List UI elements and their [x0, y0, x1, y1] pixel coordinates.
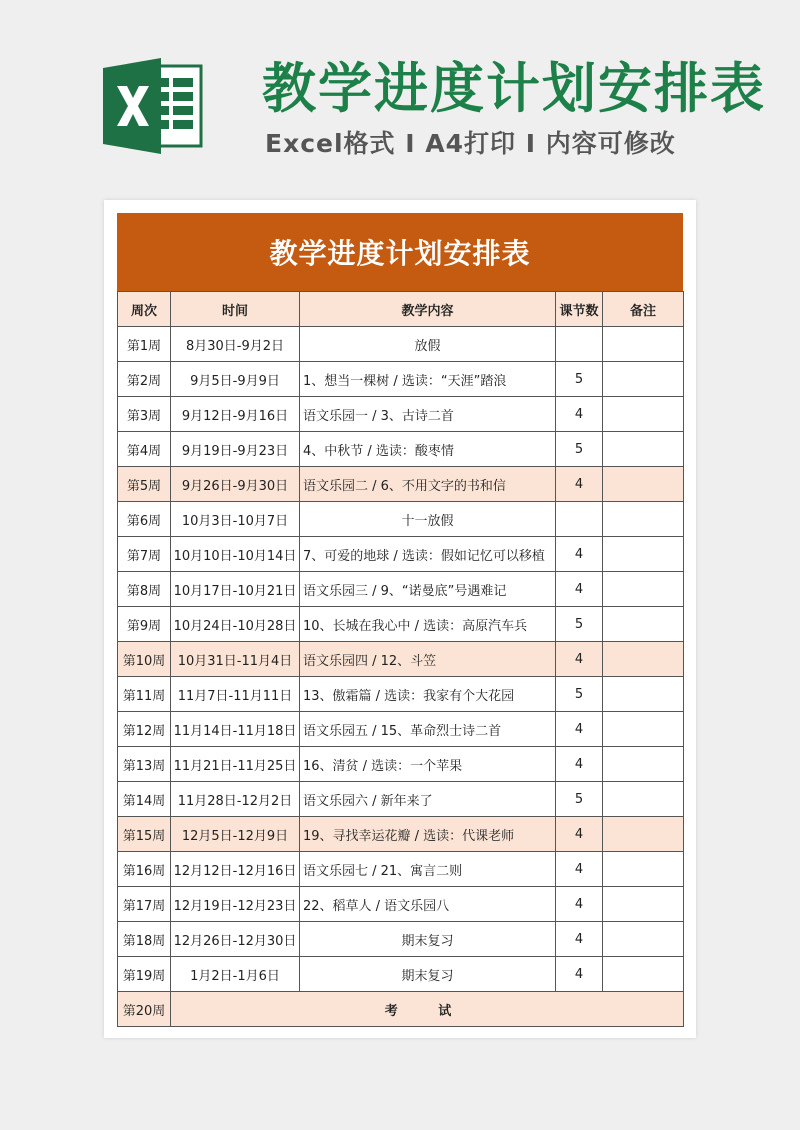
sheet-title: 教学进度计划安排表 — [117, 213, 683, 291]
column-header-content: 教学内容 — [300, 292, 556, 327]
content-cell: 22、稻草人 / 语文乐园八 — [300, 887, 556, 922]
table-row — [118, 887, 684, 922]
week-cell: 第8周 — [118, 572, 171, 607]
week-cell: 第19周 — [118, 957, 171, 992]
lessons-cell: 4 — [556, 642, 603, 677]
table-row — [118, 327, 684, 362]
content-cell: 语文乐园二 / 6、不用文字的书和信 — [300, 467, 556, 502]
week-cell: 第10周 — [118, 642, 171, 677]
week-cell: 第11周 — [118, 677, 171, 712]
lessons-cell: 4 — [556, 467, 603, 502]
note-cell — [603, 362, 684, 397]
note-cell — [603, 432, 684, 467]
note-cell — [603, 677, 684, 712]
week-cell: 第20周 — [118, 992, 171, 1027]
content-cell: 语文乐园六 / 新年来了 — [300, 782, 556, 817]
content-cell: 19、寻找幸运花瓣 / 选读：代课老师 — [300, 817, 556, 852]
note-cell — [603, 887, 684, 922]
week-cell: 第4周 — [118, 432, 171, 467]
week-cell: 第3周 — [118, 397, 171, 432]
content-cell: 10、长城在我心中 / 选读：高原汽车兵 — [300, 607, 556, 642]
note-cell — [603, 712, 684, 747]
note-cell — [603, 817, 684, 852]
content-cell: 语文乐园四 / 12、斗笠 — [300, 642, 556, 677]
content-cell: 十一放假 — [300, 502, 556, 537]
lessons-cell — [556, 327, 603, 362]
table-row — [118, 537, 684, 572]
content-cell: 13、傲霜篇 / 选读：我家有个大花园 — [300, 677, 556, 712]
content-cell: 语文乐园一 / 3、古诗二首 — [300, 397, 556, 432]
time-cell: 10月3日-10月7日 — [171, 502, 300, 537]
exam-row — [118, 992, 684, 1027]
lessons-cell: 4 — [556, 712, 603, 747]
note-cell — [603, 467, 684, 502]
lessons-cell: 5 — [556, 362, 603, 397]
content-cell: 期末复习 — [300, 957, 556, 992]
table-row — [118, 502, 684, 537]
table-row — [118, 817, 684, 852]
time-cell: 12月26日-12月30日 — [171, 922, 300, 957]
lessons-cell: 4 — [556, 957, 603, 992]
table-row — [118, 852, 684, 887]
table-row — [118, 362, 684, 397]
note-cell — [603, 327, 684, 362]
time-cell: 1月2日-1月6日 — [171, 957, 300, 992]
table-header-row — [118, 292, 684, 327]
table-row — [118, 572, 684, 607]
lessons-cell: 4 — [556, 817, 603, 852]
lessons-cell — [556, 502, 603, 537]
lessons-cell: 4 — [556, 887, 603, 922]
lessons-cell: 4 — [556, 852, 603, 887]
week-cell: 第1周 — [118, 327, 171, 362]
content-cell: 语文乐园三 / 9、“诺曼底”号遇难记 — [300, 572, 556, 607]
time-cell: 11月7日-11月11日 — [171, 677, 300, 712]
note-cell — [603, 957, 684, 992]
note-cell — [603, 502, 684, 537]
week-cell: 第18周 — [118, 922, 171, 957]
table-row — [118, 922, 684, 957]
time-cell: 10月24日-10月28日 — [171, 607, 300, 642]
lessons-cell: 5 — [556, 782, 603, 817]
time-cell: 10月10日-10月14日 — [171, 537, 300, 572]
table-row — [118, 747, 684, 782]
time-cell: 11月28日-12月2日 — [171, 782, 300, 817]
table-body — [118, 327, 684, 1027]
note-cell — [603, 397, 684, 432]
lessons-cell: 4 — [556, 922, 603, 957]
lessons-cell: 5 — [556, 432, 603, 467]
exam-cell: 考 试 — [171, 992, 684, 1027]
content-cell: 1、想当一棵树 / 选读：“天涯”踏浪 — [300, 362, 556, 397]
table-row — [118, 397, 684, 432]
time-cell: 12月5日-12月9日 — [171, 817, 300, 852]
time-cell: 9月26日-9月30日 — [171, 467, 300, 502]
table-row — [118, 712, 684, 747]
week-cell: 第14周 — [118, 782, 171, 817]
week-cell: 第2周 — [118, 362, 171, 397]
note-cell — [603, 782, 684, 817]
time-cell: 8月30日-9月2日 — [171, 327, 300, 362]
table-row — [118, 607, 684, 642]
note-cell — [603, 747, 684, 782]
lessons-cell: 5 — [556, 607, 603, 642]
table-row — [118, 432, 684, 467]
week-cell: 第15周 — [118, 817, 171, 852]
week-cell: 第13周 — [118, 747, 171, 782]
note-cell — [603, 852, 684, 887]
time-cell: 9月12日-9月16日 — [171, 397, 300, 432]
table-row — [118, 642, 684, 677]
note-cell — [603, 607, 684, 642]
time-cell: 12月19日-12月23日 — [171, 887, 300, 922]
note-cell — [603, 922, 684, 957]
column-header-time: 时间 — [171, 292, 300, 327]
table-row — [118, 677, 684, 712]
week-cell: 第5周 — [118, 467, 171, 502]
page-title: 教学进度计划安排表 — [262, 57, 766, 120]
week-cell: 第7周 — [118, 537, 171, 572]
time-cell: 10月17日-10月21日 — [171, 572, 300, 607]
table-row — [118, 782, 684, 817]
content-cell: 7、可爱的地球 / 选读：假如记忆可以移植 — [300, 537, 556, 572]
note-cell — [603, 537, 684, 572]
week-cell: 第9周 — [118, 607, 171, 642]
time-cell: 9月19日-9月23日 — [171, 432, 300, 467]
column-header-week: 周次 — [118, 292, 171, 327]
time-cell: 11月14日-11月18日 — [171, 712, 300, 747]
lessons-cell: 5 — [556, 677, 603, 712]
column-header-note: 备注 — [603, 292, 684, 327]
time-cell: 11月21日-11月25日 — [171, 747, 300, 782]
time-cell: 10月31日-11月4日 — [171, 642, 300, 677]
column-header-lessons: 课节数 — [556, 292, 603, 327]
week-cell: 第16周 — [118, 852, 171, 887]
note-cell — [603, 642, 684, 677]
note-cell — [603, 572, 684, 607]
content-cell: 4、中秋节 / 选读：酸枣情 — [300, 432, 556, 467]
table-row — [118, 467, 684, 502]
lessons-cell: 4 — [556, 572, 603, 607]
lessons-cell: 4 — [556, 747, 603, 782]
content-cell: 语文乐园七 / 21、寓言二则 — [300, 852, 556, 887]
time-cell: 9月5日-9月9日 — [171, 362, 300, 397]
content-cell: 语文乐园五 / 15、革命烈士诗二首 — [300, 712, 556, 747]
page-subtitle: Excel格式 I A4打印 I 内容可修改 — [265, 129, 676, 158]
week-cell: 第17周 — [118, 887, 171, 922]
excel-icon — [103, 58, 203, 154]
content-cell: 16、清贫 / 选读：一个苹果 — [300, 747, 556, 782]
schedule-table — [117, 291, 684, 1027]
lessons-cell: 4 — [556, 537, 603, 572]
lessons-cell: 4 — [556, 397, 603, 432]
table-row — [118, 957, 684, 992]
content-cell: 放假 — [300, 327, 556, 362]
time-cell: 12月12日-12月16日 — [171, 852, 300, 887]
week-cell: 第12周 — [118, 712, 171, 747]
content-cell: 期末复习 — [300, 922, 556, 957]
week-cell: 第6周 — [118, 502, 171, 537]
